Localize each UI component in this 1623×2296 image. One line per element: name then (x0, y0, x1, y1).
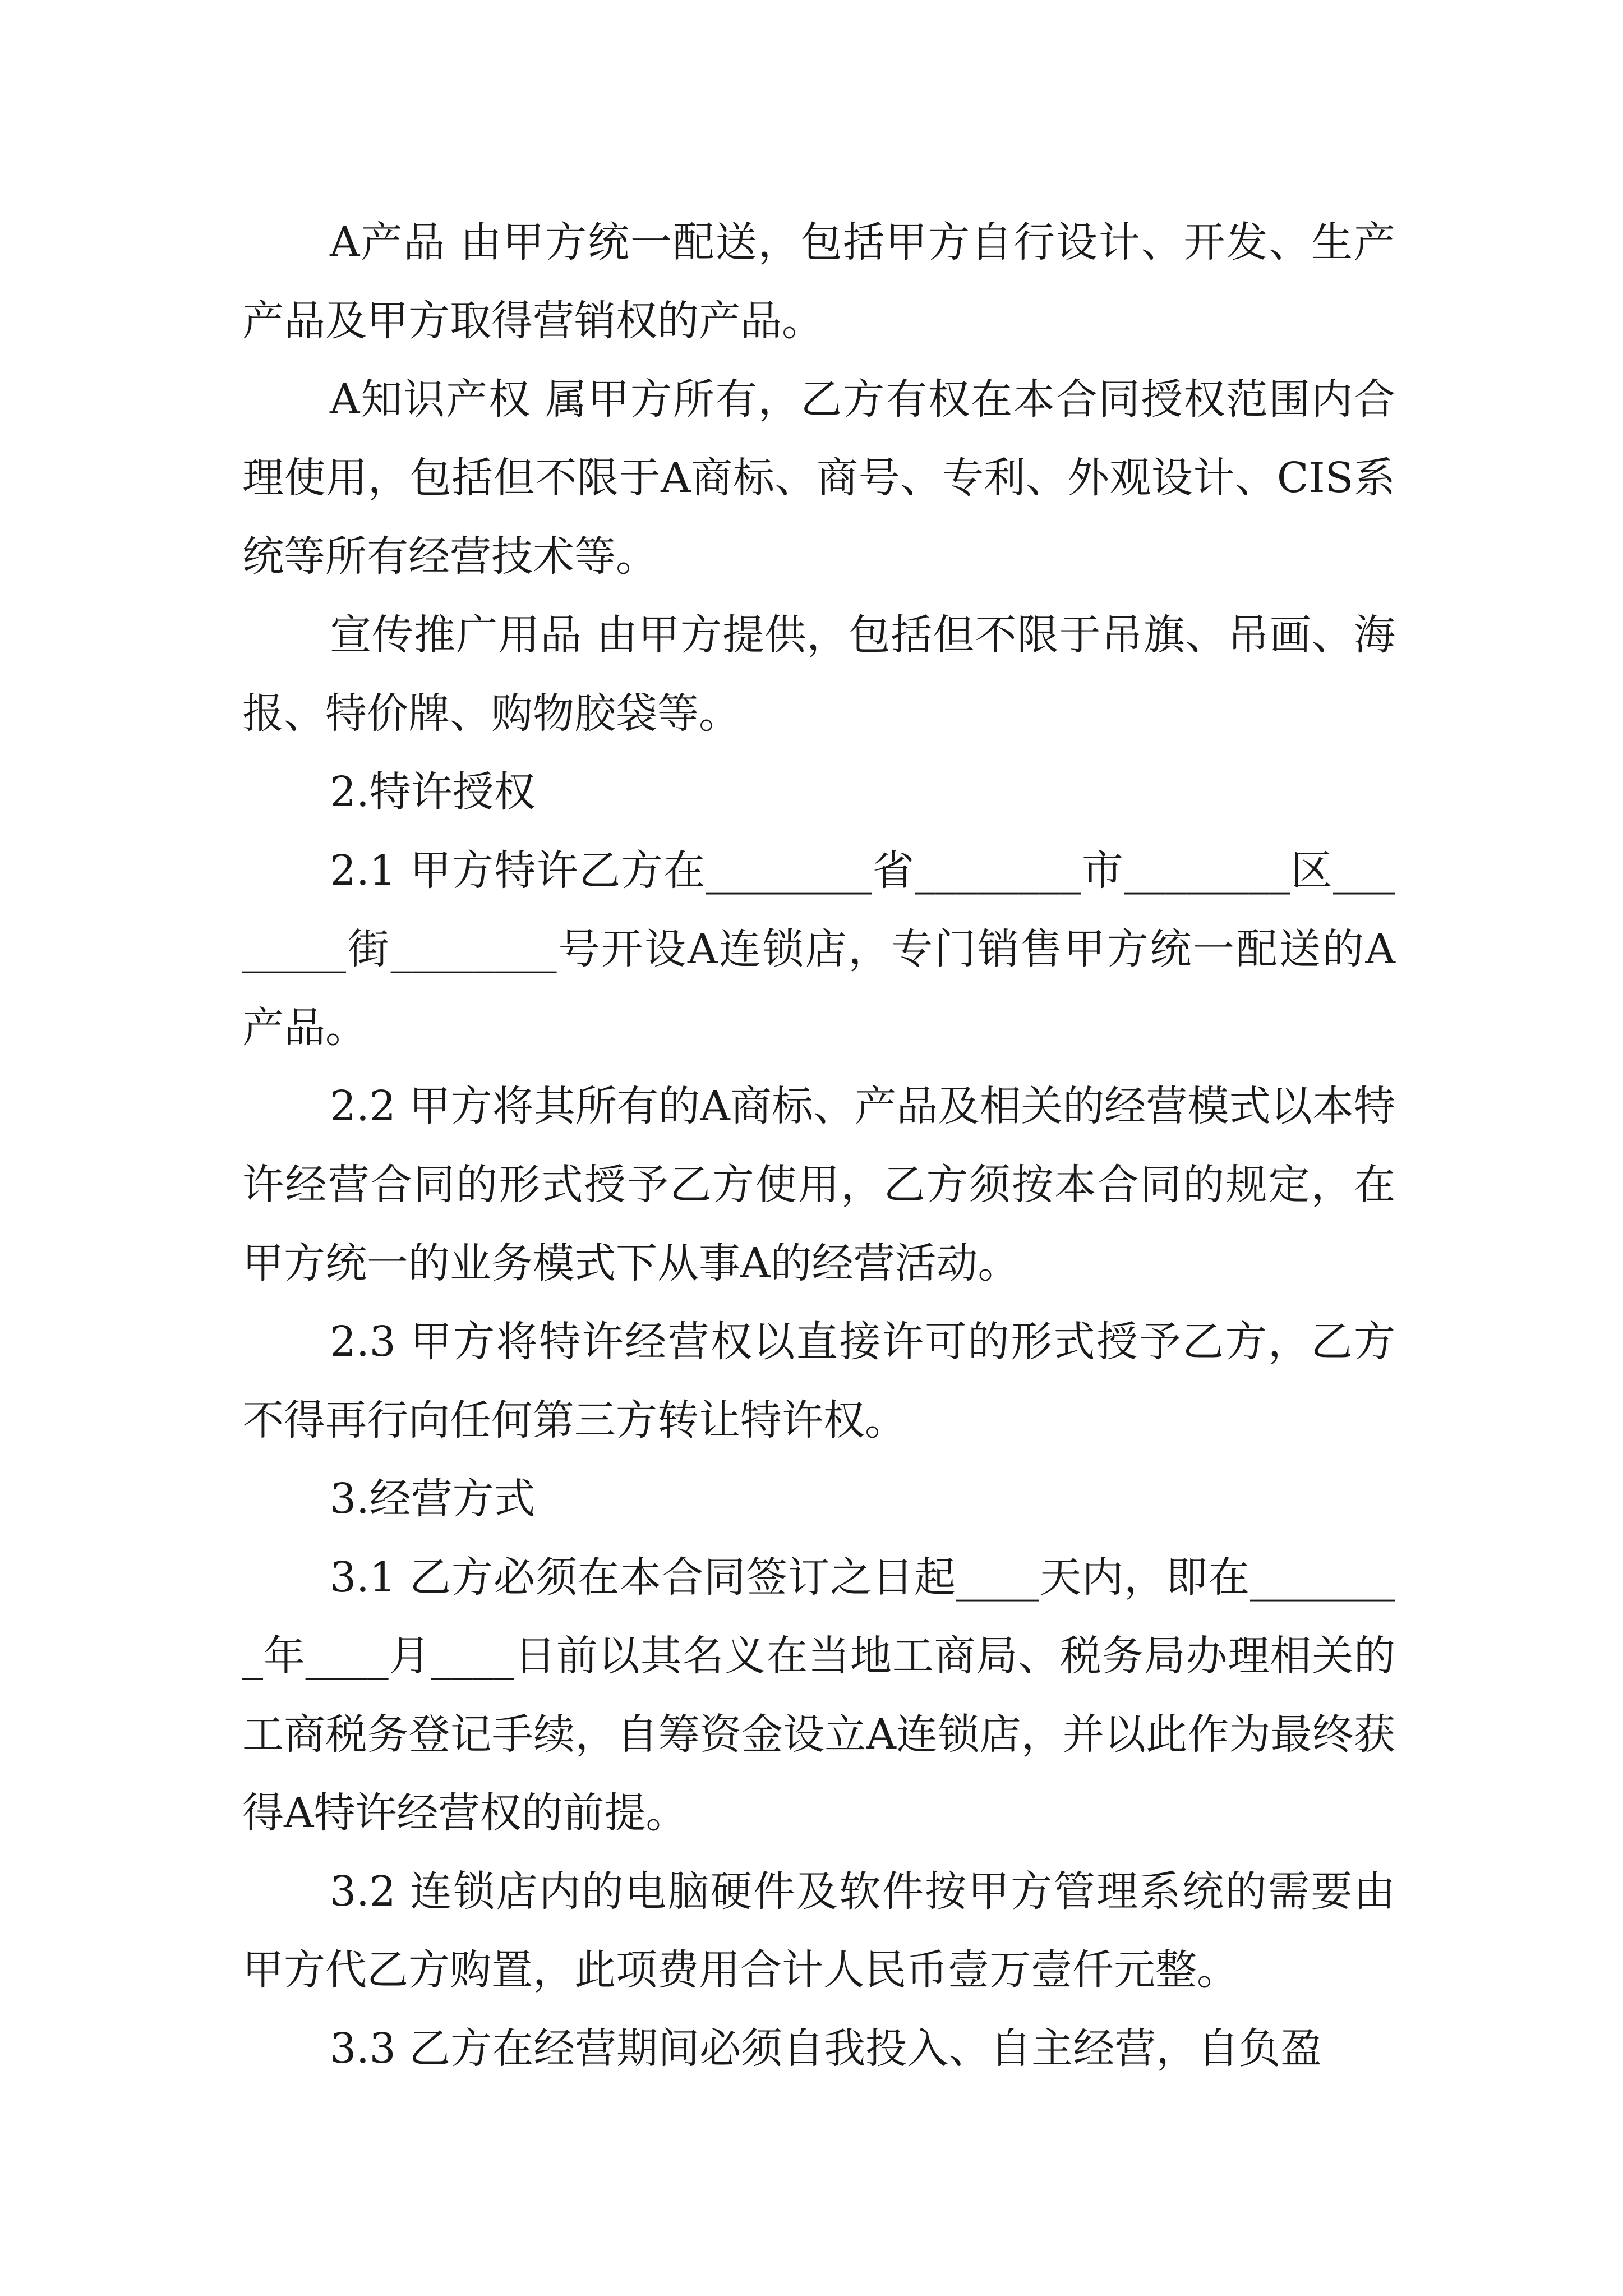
paragraph-a-product: A产品 由甲方统一配送，包括甲方自行设计、开发、生产产品及甲方取得营销权的产品。 (242, 218, 1395, 345)
section-heading-operation-mode: 3.经营方式 (330, 1475, 536, 1523)
clause-3-1: 3.1 乙方必须在本合同签订之日起____天内，即在________年____月____日前以其名义在当地工商局、税务局办理相关的工商税务登记手续，自筹资金设立A连锁店，并以此作为最终获得A特许经营权的前提。 (242, 1553, 1395, 1837)
clause-3-3: 3.3 乙方在经营期间必须自我投入、自主经营，自负盈 (330, 2024, 1322, 2073)
clause-2-3: 2.3 甲方将特许经营权以直接许可的形式授予乙方，乙方不得再行向任何第三方转让特许权。 (242, 1318, 1395, 1444)
paragraph-a-ip: A知识产权 属甲方所有，乙方有权在本合同授权范围内合理使用，包括但不限于A商标、商号、专利、外观设计、CIS系统等所有经营技术等。 (242, 375, 1395, 581)
document-body (242, 203, 1395, 2088)
section-heading-franchise-grant: 2.特许授权 (330, 768, 536, 816)
clause-2-2: 2.2 甲方将其所有的A商标、产品及相关的经营模式以本特许经营合同的形式授予乙方使用，乙方须按本合同的规定，在甲方统一的业务模式下从事A的经营活动。 (242, 1082, 1395, 1287)
clause-3-2: 3.2 连锁店内的电脑硬件及软件按甲方管理系统的需要由甲方代乙方购置，此项费用合计人民币壹万壹仟元整。 (242, 1867, 1395, 1994)
paragraph-promo-materials: 宣传推广用品 由甲方提供，包括但不限于吊旗、吊画、海报、特价牌、购物胶袋等。 (242, 611, 1395, 738)
clause-2-1: 2.1 甲方特许乙方在________省________市________区________街________号开设A连锁店，专门销售甲方统一配送的A产品。 (242, 846, 1395, 1052)
